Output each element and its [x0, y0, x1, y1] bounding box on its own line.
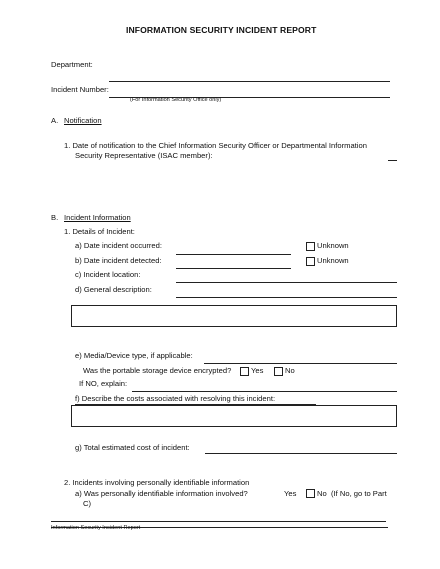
if-no-explain-field[interactable]	[132, 391, 397, 392]
notification-item-line2: Security Representative (ISAC member):	[75, 151, 213, 160]
encrypted-question: Was the portable storage device encrypted?	[83, 366, 232, 375]
encrypted-yes-label: Yes	[251, 366, 264, 375]
unknown-occurred-label: Unknown	[317, 241, 349, 250]
unknown-occurred-checkbox[interactable]	[306, 242, 315, 251]
section-a-heading: Notification	[64, 116, 102, 125]
unknown-detected-label: Unknown	[317, 256, 349, 265]
page-title: INFORMATION SECURITY INCIDENT REPORT	[126, 25, 317, 35]
section-b-heading: Incident Information	[64, 213, 131, 222]
pii-no-checkbox[interactable]	[306, 489, 315, 498]
total-cost-label: g) Total estimated cost of incident:	[75, 443, 190, 452]
pii-item-heading: 2. Incidents involving personally identifiable information	[64, 478, 250, 487]
department-label: Department:	[51, 60, 93, 69]
notification-item-line1: 1. Date of notification to the Chief Information Security Officer or Departmental Information	[64, 141, 367, 150]
if-no-explain-label: If NO, explain:	[79, 379, 128, 388]
details-of-incident: 1. Details of Incident:	[64, 227, 135, 236]
footer-rule-upper	[51, 521, 386, 522]
total-cost-field[interactable]	[205, 453, 397, 454]
encrypted-yes-checkbox[interactable]	[240, 367, 249, 376]
pii-yes-label: Yes	[284, 489, 297, 498]
general-description-box[interactable]	[71, 305, 397, 327]
pii-note-cont: C)	[83, 499, 92, 508]
general-description-line[interactable]	[176, 297, 397, 298]
incident-number-note: (For Information Security Office only)	[130, 97, 222, 103]
incident-number-label: Incident Number:	[51, 85, 109, 94]
pii-note: (If No, go to Part	[331, 489, 387, 498]
date-detected-label: b) Date incident detected:	[75, 256, 162, 265]
department-field[interactable]	[109, 81, 390, 82]
section-b-letter: B.	[51, 213, 59, 222]
media-device-field[interactable]	[204, 363, 397, 364]
date-occurred-field[interactable]	[176, 254, 291, 255]
media-device-label: e) Media/Device type, if applicable:	[75, 351, 193, 360]
section-a-letter: A.	[51, 116, 59, 125]
general-description-label: d) General description:	[75, 285, 152, 294]
costs-label: f) Describe the costs associated with resolving this incident:	[75, 394, 276, 403]
incident-location-label: c) Incident location:	[75, 270, 141, 279]
date-detected-field[interactable]	[176, 268, 291, 269]
pii-no-label: No	[317, 489, 327, 498]
encrypted-no-label: No	[285, 366, 295, 375]
date-occurred-label: a) Date incident occurred:	[75, 241, 162, 250]
pii-question: a) Was personally identifiable information involved?	[75, 489, 248, 498]
notification-date-field[interactable]	[388, 160, 397, 161]
footer-text: Information Security Incident Report	[51, 525, 141, 531]
incident-location-field[interactable]	[176, 282, 397, 283]
unknown-detected-checkbox[interactable]	[306, 257, 315, 266]
encrypted-no-checkbox[interactable]	[274, 367, 283, 376]
costs-box[interactable]	[71, 405, 397, 427]
